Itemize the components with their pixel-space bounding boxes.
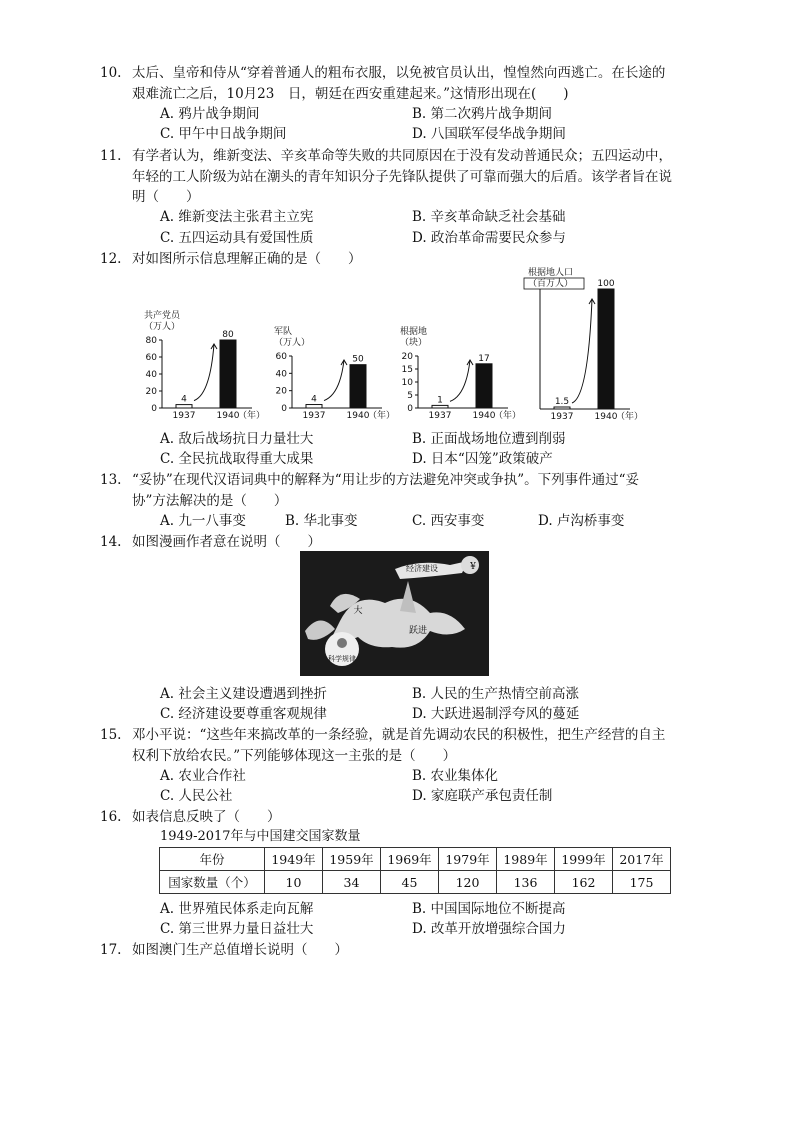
y-axis-label: （块） <box>400 338 428 348</box>
y-axis-label: 根据地 <box>400 327 428 337</box>
table-cell: 175 <box>613 871 671 894</box>
option-d[interactable]: D. 卢沟桥事变 <box>538 513 625 529</box>
bar <box>432 405 448 408</box>
table-header-cell: 1989年 <box>497 848 555 871</box>
y-tick-label: 10 <box>401 378 413 388</box>
y-tick-label: 40 <box>275 369 287 380</box>
question-number: 16. <box>100 809 122 825</box>
table-cell: 136 <box>497 871 555 894</box>
growth-arrow <box>324 360 344 401</box>
question-stem: 如图漫画作者意在说明（ ） <box>132 534 321 550</box>
question-stem: 如表信息反映了（ ） <box>132 809 281 825</box>
y-tick-label: 40 <box>145 370 157 380</box>
option-a[interactable]: A. 敌后战场抗日力量壮大 <box>160 431 314 447</box>
option-a[interactable]: A. 维新变法主张君主立宪 <box>160 209 314 225</box>
cartoon-label-top: 经济建设 <box>406 564 438 573</box>
y-tick-label: 0 <box>281 404 287 414</box>
option-d[interactable]: D. 家庭联产承包责任制 <box>412 788 553 804</box>
question-number: 14. <box>100 534 122 550</box>
x-tick-label: 1937 <box>428 411 452 421</box>
question-stem: 邓小平说：“这些年来搞改革的一条经验，就是首先调动农民的积极性，把生产经营的自主权利下放给农民。”下列能够体现这一主张的是（ ） <box>132 727 666 764</box>
y-tick-label: 20 <box>275 386 287 397</box>
option-a[interactable]: A. 九一八事变 <box>160 513 246 529</box>
question-stem: 对如图所示信息理解正确的是（ ） <box>132 251 362 267</box>
chart-army <box>272 320 396 434</box>
option-b[interactable]: B. 农业集体化 <box>412 768 499 784</box>
table-title: 1949-2017年与中国建交国家数量 <box>160 829 361 844</box>
question-stem: 太后、皇帝和侍从“穿着普通人的粗布衣服，以免被官员认出，惶惶然向西逃亡。在长途的艰难流亡之后，10月23 日，朝廷在西安重建起来。”这情形出现在( ) <box>132 65 666 102</box>
option-a[interactable]: A. 世界殖民体系走向瓦解 <box>160 901 314 917</box>
table-cell: 34 <box>323 871 381 894</box>
bar <box>306 405 322 408</box>
y-tick-label: 5 <box>407 391 413 401</box>
table-header-cell: 2017年 <box>613 848 671 871</box>
option-d[interactable]: D. 改革开放增强综合国力 <box>412 921 566 937</box>
question-stem: 有学者认为，维新变法、辛亥革命等失败的共同原因在于没有发动普通民众；五四运动中，年轻的工人阶级为站在潮头的青年知识分子先锋队提供了可靠而强大的后盾。该学者旨在说明（ ） <box>132 148 672 205</box>
option-c[interactable]: C. 西安事变 <box>412 513 485 529</box>
option-a[interactable]: A. 农业合作社 <box>160 768 246 784</box>
bar <box>220 340 236 408</box>
option-c[interactable]: C. 经济建设要尊重客观规律 <box>160 706 327 722</box>
table-cell: 162 <box>555 871 613 894</box>
growth-arrow <box>194 344 214 401</box>
x-tick-label: 1940 <box>216 411 240 421</box>
option-b[interactable]: B. 人民的生产热情空前高涨 <box>412 686 580 702</box>
option-b[interactable]: B. 辛亥革命缺乏社会基础 <box>412 209 566 225</box>
cartoon-yen-icon: ¥ <box>470 562 476 572</box>
table-cell: 10 <box>265 871 323 894</box>
chart-party-members <box>142 300 266 434</box>
question-16 <box>100 807 672 828</box>
question-17 <box>100 940 672 961</box>
y-axis-label: 军队 <box>274 327 293 337</box>
data-label: 100 <box>597 279 615 289</box>
table-row <box>160 871 671 894</box>
data-label: 50 <box>352 354 364 365</box>
option-a[interactable]: A. 社会主义建设遭遇到挫折 <box>160 686 327 702</box>
x-tick-label: 1937 <box>550 412 574 422</box>
growth-arrow <box>450 360 470 401</box>
question-14 <box>100 532 672 553</box>
y-tick-label: 20 <box>145 387 157 397</box>
cartoon-image <box>300 551 489 676</box>
question-number: 13. <box>100 472 122 488</box>
table-header-cell: 1979年 <box>439 848 497 871</box>
table-cell: 120 <box>439 871 497 894</box>
bar <box>554 407 570 409</box>
question-10 <box>100 63 672 104</box>
option-b[interactable]: B. 第二次鸦片战争期间 <box>412 106 553 122</box>
question-11 <box>100 146 672 208</box>
x-tick-label: 1937 <box>172 411 196 421</box>
x-tick-label: 1940 <box>472 411 496 421</box>
data-label: 4 <box>311 394 317 405</box>
table-header-cell: 1999年 <box>555 848 613 871</box>
table-header-cell: 1969年 <box>381 848 439 871</box>
data-label: 1.5 <box>554 397 570 407</box>
option-b[interactable]: B. 正面战场地位遭到削弱 <box>412 431 566 447</box>
option-b[interactable]: B. 中国国际地位不断提高 <box>412 901 566 917</box>
y-axis-label: 共产党员 <box>144 311 181 321</box>
question-15 <box>100 725 672 766</box>
option-c[interactable]: C. 全民抗战取得重大成果 <box>160 451 314 467</box>
cartoon-label-ball: 科学规律 <box>328 655 356 663</box>
data-label: 80 <box>222 330 234 340</box>
x-tick-label: 1937 <box>302 411 326 421</box>
question-stem: 如图澳门生产总值增长说明（ ） <box>132 942 348 958</box>
x-axis-unit: （年） <box>238 411 266 421</box>
question-number: 12. <box>100 251 122 267</box>
bar <box>476 364 492 408</box>
question-number: 15. <box>100 727 122 743</box>
data-label: 4 <box>181 394 187 405</box>
option-d[interactable]: D. 大跃进遏制浮夸风的蔓延 <box>412 706 580 722</box>
option-c[interactable]: C. 人民公社 <box>160 788 233 804</box>
x-axis-unit: （年） <box>616 412 644 422</box>
question-number: 11. <box>100 148 122 164</box>
table-cell: 45 <box>381 871 439 894</box>
y-tick-label: 60 <box>145 353 157 363</box>
y-tick-label: 20 <box>401 352 413 362</box>
y-tick-label: 80 <box>145 336 157 346</box>
table-header-cell: 年份 <box>160 848 265 871</box>
y-tick-label: 60 <box>275 352 287 362</box>
option-c[interactable]: C. 甲午中日战争期间 <box>160 126 287 142</box>
cartoon-label-mid2: 跃进 <box>408 626 428 636</box>
data-label: 17 <box>478 353 490 364</box>
bar <box>598 289 614 409</box>
y-tick-label: 0 <box>151 404 157 414</box>
option-c[interactable]: C. 五四运动具有爱国性质 <box>160 230 314 246</box>
y-axis-label: （万人） <box>274 338 311 348</box>
option-a[interactable]: A. 鸦片战争期间 <box>160 106 260 122</box>
table-header-cell: 1959年 <box>323 848 381 871</box>
data-label: 1 <box>437 395 443 406</box>
chart-base-population <box>520 265 650 434</box>
y-tick-label: 15 <box>401 365 413 375</box>
y-axis-label: 根据地人口 <box>528 268 574 278</box>
option-b[interactable]: B. 华北事变 <box>285 513 358 529</box>
bar <box>176 405 192 408</box>
cartoon-label-mid1: 大 <box>353 606 363 616</box>
chart-base-areas <box>398 318 523 434</box>
x-axis-unit: （年） <box>368 411 396 421</box>
y-axis-label: （万人） <box>144 322 181 332</box>
question-number: 10. <box>100 65 122 81</box>
table-header-cell: 1949年 <box>265 848 323 871</box>
question-stem: “妥协”在现代汉语词典中的解释为“用让步的方法避免冲突或争执”。下列事件通过“妥协”方法解决的是（ ） <box>132 472 640 509</box>
x-tick-label: 1940 <box>346 411 370 421</box>
growth-arrow <box>572 299 592 403</box>
y-axis-label: （百万人） <box>528 279 574 289</box>
option-d[interactable]: D. 日本“囚笼”政策破产 <box>412 451 553 467</box>
y-tick-label: 0 <box>407 404 413 414</box>
option-c[interactable]: C. 第三世界力量日益壮大 <box>160 921 314 937</box>
question-13 <box>100 470 672 511</box>
option-d[interactable]: D. 政治革命需要民众参与 <box>412 230 566 246</box>
country-table <box>159 847 671 894</box>
table-header-row <box>160 848 671 871</box>
question-number: 17. <box>100 942 122 958</box>
bar <box>350 365 366 408</box>
table-cell: 国家数量（个） <box>160 871 265 894</box>
x-tick-label: 1940 <box>594 412 618 422</box>
option-d[interactable]: D. 八国联军侵华战争期间 <box>412 126 566 142</box>
x-axis-unit: （年） <box>494 411 522 421</box>
